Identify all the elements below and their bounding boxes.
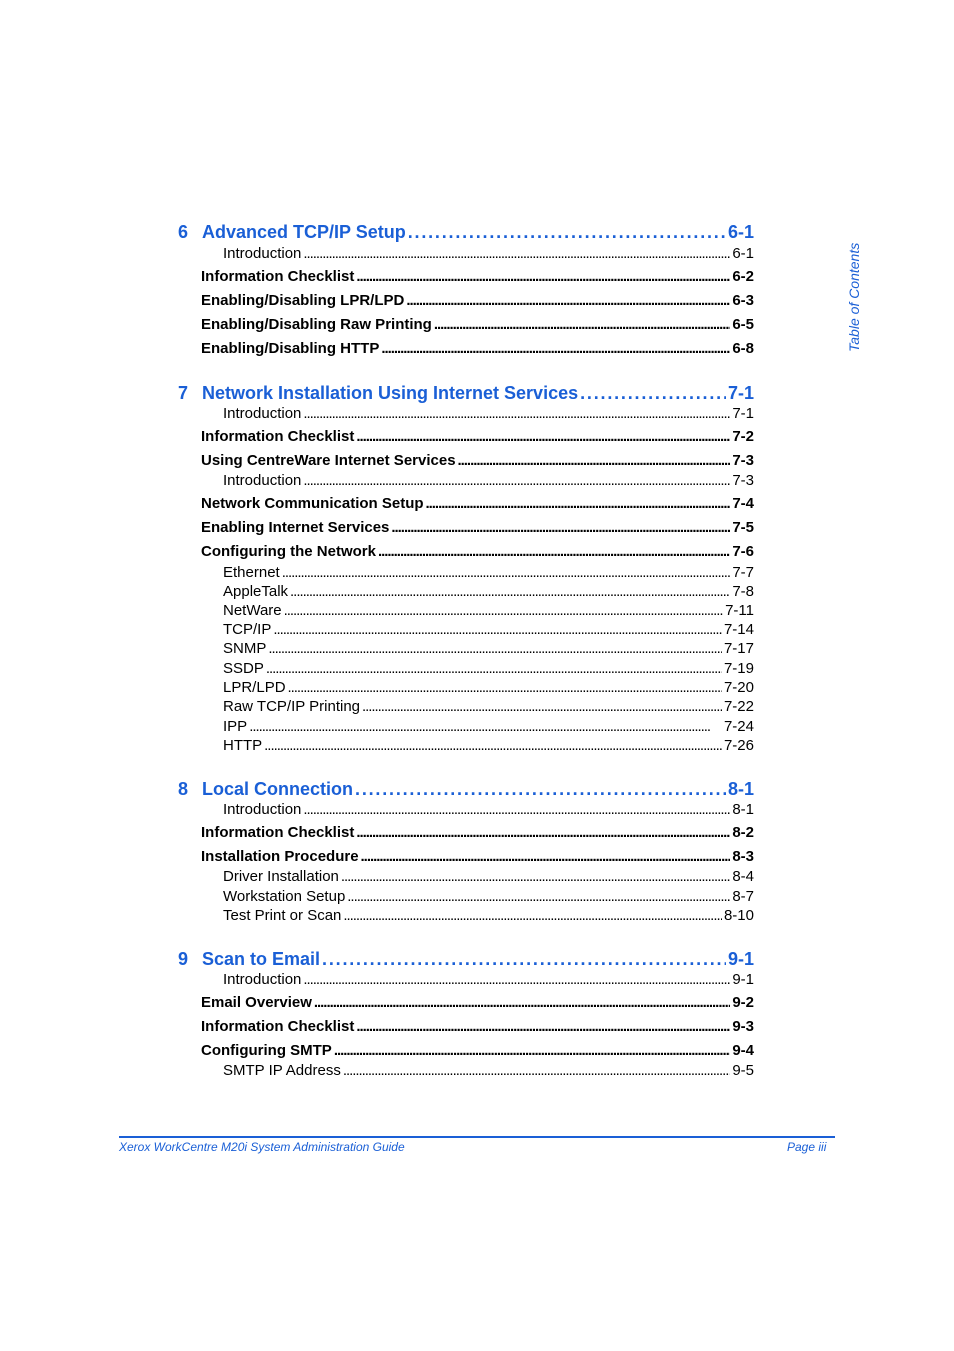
toc-page-number: 7-1	[727, 383, 754, 403]
toc-entry[interactable]	[201, 292, 754, 309]
footer-rule	[119, 1136, 835, 1138]
toc-entry-title: Scan to Email	[202, 949, 321, 969]
toc-page-number: 7-24	[723, 718, 754, 735]
toc-entry-title: Enabling Internet Services	[201, 519, 390, 536]
toc-page-number: 7-3	[732, 472, 754, 489]
dot-leader	[580, 383, 726, 404]
toc-entry-title: Configuring SMTP	[201, 1042, 332, 1059]
dot-leader	[288, 679, 722, 696]
toc-page-number: 9-5	[732, 1062, 754, 1079]
toc-page-number: 7-19	[723, 660, 754, 677]
toc-entry[interactable]	[201, 452, 754, 469]
toc-entry-title: Information Checklist	[201, 428, 355, 445]
toc-entry-title: Email Overview	[201, 994, 312, 1011]
dot-leader	[334, 1042, 731, 1059]
dot-leader	[356, 428, 730, 445]
dot-leader	[434, 316, 730, 333]
toc-chapter-entry[interactable]	[178, 222, 754, 243]
toc-entry[interactable]	[201, 268, 754, 285]
toc-entry[interactable]	[223, 472, 754, 489]
toc-page-number: 7-26	[723, 737, 754, 754]
toc-entry-title: Information Checklist	[201, 268, 355, 285]
dot-leader	[290, 583, 730, 600]
toc-page-number: 9-1	[732, 971, 754, 988]
toc-chapter-entry[interactable]	[178, 949, 754, 970]
toc-page-number: 8-1	[727, 779, 754, 799]
toc-page-number: 9-3	[732, 1018, 754, 1035]
dot-leader	[378, 543, 730, 560]
toc-entry-title: NetWare	[223, 602, 282, 619]
toc-entry[interactable]	[201, 340, 754, 357]
toc-entry[interactable]	[223, 907, 754, 924]
dot-leader	[356, 268, 730, 285]
toc-entry-title: Local Connection	[202, 779, 354, 799]
toc-page-number: 9-4	[732, 1042, 754, 1059]
toc-page-number: 9-1	[727, 949, 754, 969]
toc-entry[interactable]	[223, 888, 754, 905]
toc-entry[interactable]	[223, 583, 754, 600]
toc-page-number: 9-2	[732, 994, 754, 1011]
toc-page-number: 7-11	[725, 602, 754, 619]
toc-entry-title: LPR/LPD	[223, 679, 286, 696]
toc-entry-title: Network Installation Using Internet Services	[202, 383, 579, 403]
toc-entry[interactable]	[201, 519, 754, 536]
dot-leader	[284, 602, 723, 619]
toc-entry[interactable]	[223, 405, 754, 422]
toc-page-number: 7-2	[732, 428, 754, 445]
footer-document-title: Xerox WorkCentre M20i System Administration Guide	[119, 1140, 405, 1154]
toc-entry-title: Information Checklist	[201, 1018, 355, 1035]
toc-entry[interactable]	[201, 824, 754, 841]
toc-page-number: 7-20	[723, 679, 754, 696]
toc-entry[interactable]	[223, 602, 754, 619]
toc-page-number: 8-7	[732, 888, 754, 905]
toc-entry[interactable]	[223, 679, 754, 696]
toc-entry[interactable]	[201, 1018, 754, 1035]
dot-leader	[273, 621, 722, 638]
toc-entry[interactable]	[223, 660, 754, 677]
toc-page-number: 7-4	[732, 495, 754, 512]
toc-entry-title: Ethernet	[223, 564, 280, 581]
toc-entry-title: Introduction	[223, 405, 302, 422]
toc-entry[interactable]	[223, 640, 754, 657]
toc-entry[interactable]	[223, 564, 754, 581]
toc-entry-title: Driver Installation	[223, 868, 339, 885]
dot-leader	[303, 801, 730, 818]
toc-entry-title: Introduction	[223, 801, 302, 818]
chapter-number: 8	[178, 779, 189, 799]
chapter-number: 9	[178, 949, 189, 969]
dot-leader	[362, 698, 722, 715]
dot-leader	[381, 340, 730, 357]
toc-entry-title: Test Print or Scan	[223, 907, 342, 924]
dot-leader	[361, 848, 731, 865]
toc-entry-title: Network Communication Setup	[201, 495, 424, 512]
dot-leader	[314, 994, 730, 1011]
toc-entry[interactable]	[201, 428, 754, 445]
toc-entry[interactable]	[201, 994, 754, 1011]
toc-entry-title: AppleTalk	[223, 583, 289, 600]
toc-entry-title: Advanced TCP/IP Setup	[202, 222, 406, 242]
toc-entry[interactable]	[223, 718, 754, 735]
toc-page-number: 7-14	[723, 621, 754, 638]
toc-page-number: 6-2	[732, 268, 754, 285]
toc-entry[interactable]	[223, 621, 754, 638]
toc-page-number: 7-8	[732, 583, 754, 600]
toc-page-number: 6-3	[732, 292, 754, 309]
toc-page-number: 7-6	[732, 543, 754, 560]
dot-leader	[406, 292, 730, 309]
dot-leader	[303, 405, 730, 422]
toc-entry-title: Enabling/Disabling HTTP	[201, 340, 380, 357]
dot-leader	[356, 824, 730, 841]
toc-entry-title: Using CentreWare Internet Services	[201, 452, 456, 469]
toc-entry-title: HTTP	[223, 737, 263, 754]
dot-leader	[322, 949, 726, 970]
side-section-label: Table of Contents	[846, 242, 862, 352]
dot-leader	[268, 640, 722, 657]
dot-leader	[303, 245, 730, 262]
dot-leader	[343, 1062, 730, 1079]
toc-page-number: 8-3	[732, 848, 754, 865]
toc-entry-title: Enabling/Disabling LPR/LPD	[201, 292, 405, 309]
dot-leader	[356, 1018, 730, 1035]
dot-leader	[391, 519, 730, 536]
toc-entry-title: Information Checklist	[201, 824, 355, 841]
chapter-number: 6	[178, 222, 189, 242]
dot-leader	[458, 452, 731, 469]
dot-leader	[282, 564, 731, 581]
toc-chapter-entry[interactable]	[178, 383, 754, 404]
dot-leader	[249, 718, 722, 735]
toc-page-number: 8-10	[723, 907, 754, 924]
toc-entry-title: SNMP	[223, 640, 267, 657]
dot-leader	[347, 888, 730, 905]
dot-leader	[264, 737, 722, 754]
toc-entry-title: TCP/IP	[223, 621, 272, 638]
dot-leader	[343, 907, 722, 924]
toc-entry[interactable]	[201, 316, 754, 333]
toc-entry-title: Enabling/Disabling Raw Printing	[201, 316, 432, 333]
toc-entry[interactable]	[201, 495, 754, 512]
toc-entry[interactable]	[223, 1062, 754, 1079]
dot-leader	[341, 868, 730, 885]
dot-leader	[355, 779, 726, 800]
toc-entry-title: Installation Procedure	[201, 848, 359, 865]
toc-page-number: 6-1	[727, 222, 754, 242]
toc-page-number: 7-5	[732, 519, 754, 536]
toc-page-number: 8-2	[732, 824, 754, 841]
toc-entry-title: Introduction	[223, 472, 302, 489]
toc-entry-title: SMTP IP Address	[223, 1062, 341, 1079]
footer-page-number: Page iii	[787, 1140, 827, 1154]
toc-entry-title: Raw TCP/IP Printing	[223, 698, 360, 715]
dot-leader	[303, 472, 730, 489]
toc-entry[interactable]	[223, 245, 754, 262]
chapter-number: 7	[178, 383, 189, 403]
toc-entry-title: IPP	[223, 718, 248, 735]
toc-page-number: 7-1	[732, 405, 754, 422]
toc-entry-title: Introduction	[223, 245, 302, 262]
toc-chapter-entry[interactable]	[178, 779, 754, 800]
toc-entry[interactable]	[201, 848, 754, 865]
toc-page-number: 7-3	[732, 452, 754, 469]
toc-page-number: 7-7	[732, 564, 754, 581]
toc-page-number: 7-22	[723, 698, 754, 715]
toc-entry[interactable]	[223, 801, 754, 818]
toc-page-number: 6-1	[732, 245, 754, 262]
toc-entry[interactable]	[223, 698, 754, 715]
toc-entry-title: Workstation Setup	[223, 888, 346, 905]
toc-page-number: 7-17	[723, 640, 754, 657]
toc-page-number: 6-8	[732, 340, 754, 357]
toc-entry-title: Configuring the Network	[201, 543, 376, 560]
dot-leader	[426, 495, 731, 512]
dot-leader	[303, 971, 730, 988]
toc-entry[interactable]	[201, 1042, 754, 1059]
toc-entry[interactable]	[223, 737, 754, 754]
toc-entry-title: Introduction	[223, 971, 302, 988]
toc-page-number: 8-1	[732, 801, 754, 818]
toc-entry-title: SSDP	[223, 660, 264, 677]
toc-entry[interactable]	[223, 971, 754, 988]
dot-leader	[408, 222, 726, 243]
toc-page-number: 6-5	[732, 316, 754, 333]
dot-leader	[266, 660, 722, 677]
toc-entry[interactable]	[201, 543, 754, 560]
toc-page-number: 8-4	[732, 868, 754, 885]
toc-entry[interactable]	[223, 868, 754, 885]
